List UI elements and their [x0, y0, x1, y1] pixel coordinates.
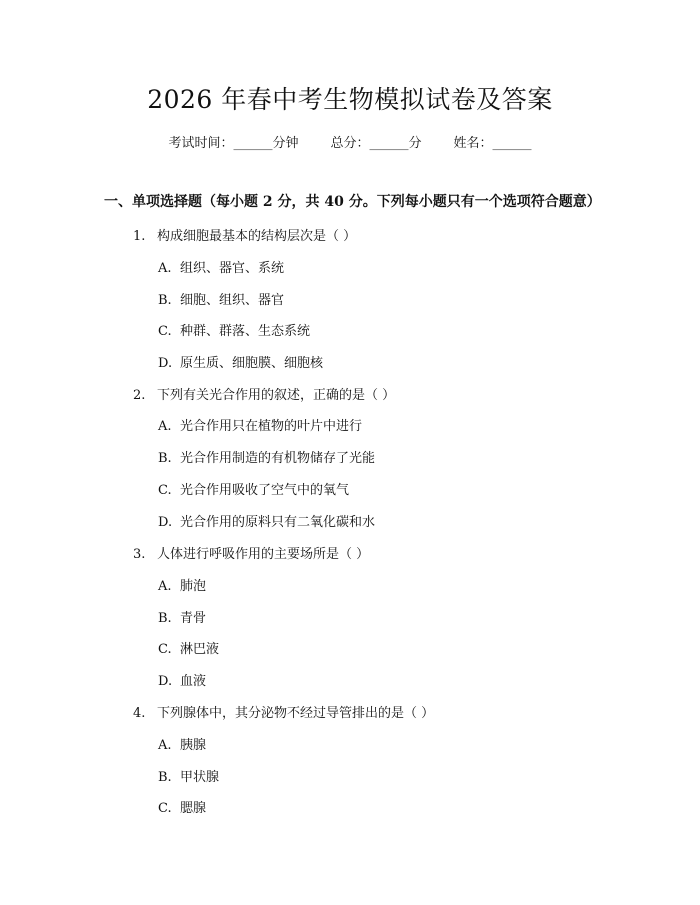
option-item — [158, 352, 323, 371]
question-text: 下列有关光合作用的叙述，正确的是（ ） — [157, 388, 396, 403]
option-item — [158, 415, 362, 434]
question-item — [133, 702, 434, 721]
option-text: 胰腺 — [180, 738, 207, 753]
option-item — [158, 511, 375, 530]
option-item — [158, 797, 206, 816]
option-item — [158, 607, 206, 626]
option-item — [158, 447, 375, 466]
option-key: C. — [158, 801, 172, 816]
option-item — [158, 289, 284, 308]
option-key: C. — [158, 324, 172, 339]
question-number: 1. — [133, 229, 146, 244]
option-key: D. — [158, 356, 173, 371]
option-text: 血液 — [180, 674, 207, 689]
question-item — [133, 384, 395, 403]
exam-info-line — [0, 132, 700, 151]
option-key: C. — [158, 483, 172, 498]
option-item — [158, 766, 219, 785]
option-text: 甲状腺 — [180, 770, 220, 785]
option-key: C. — [158, 642, 172, 657]
option-item — [158, 734, 206, 753]
question-number: 3. — [133, 547, 146, 562]
option-key: A. — [158, 419, 172, 434]
option-key: B. — [158, 611, 172, 626]
option-item — [158, 670, 206, 689]
option-item — [158, 479, 349, 498]
question-item — [133, 543, 369, 562]
question-number: 2. — [133, 388, 146, 403]
option-item — [158, 575, 206, 594]
student-name-field: 姓名：______ — [453, 136, 532, 151]
question-text: 构成细胞最基本的结构层次是（ ） — [157, 229, 357, 244]
total-score-field: 总分：______分 — [330, 136, 422, 151]
option-text: 光合作用制造的有机物储存了光能 — [180, 451, 376, 466]
section-heading: 一、单项选择题（每小题 2 分，共 40 分。下列每小题只有一个选项符合题意） — [104, 194, 601, 210]
option-text: 种群、群落、生态系统 — [180, 324, 311, 339]
option-text: 细胞、组织、器官 — [180, 293, 285, 308]
option-key: D. — [158, 674, 173, 689]
question-item — [133, 225, 356, 244]
exam-time-field: 考试时间：______分钟 — [168, 136, 299, 151]
question-text: 人体进行呼吸作用的主要场所是（ ） — [157, 547, 370, 562]
option-text: 光合作用吸收了空气中的氧气 — [180, 483, 350, 498]
option-key: B. — [158, 770, 172, 785]
option-text: 原生质、细胞膜、细胞核 — [180, 356, 324, 371]
option-text: 腮腺 — [180, 801, 207, 816]
option-text: 光合作用只在植物的叶片中进行 — [180, 419, 363, 434]
option-key: D. — [158, 515, 173, 530]
option-text: 青骨 — [180, 611, 207, 626]
option-item — [158, 638, 219, 657]
page-title: 2026 年春中考生物模拟试卷及答案 — [147, 85, 553, 114]
option-item — [158, 257, 284, 276]
option-text: 组织、器官、系统 — [180, 261, 285, 276]
option-text: 淋巴液 — [180, 642, 220, 657]
question-text: 下列腺体中，其分泌物不经过导管排出的是（ ） — [157, 706, 435, 721]
question-number: 4. — [133, 706, 146, 721]
option-key: A. — [158, 261, 172, 276]
option-text: 肺泡 — [180, 579, 207, 594]
option-key: A. — [158, 738, 172, 753]
option-text: 光合作用的原料只有二氧化碳和水 — [180, 515, 376, 530]
option-key: B. — [158, 451, 172, 466]
option-item — [158, 320, 310, 339]
option-key: A. — [158, 579, 172, 594]
option-key: B. — [158, 293, 172, 308]
